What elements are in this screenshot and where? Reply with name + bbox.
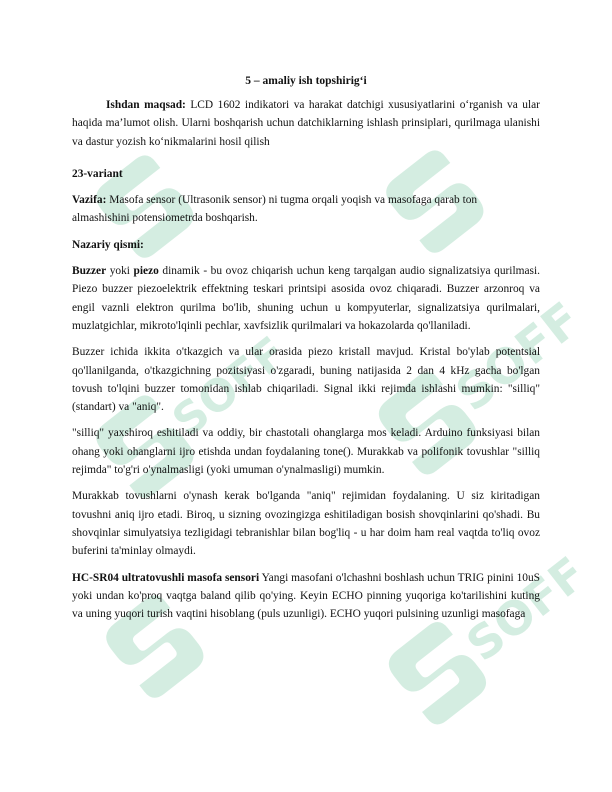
document-page xyxy=(72,72,540,623)
crystal-paragraph: Buzzer ichida ikkita o'tkazgich va ular orasida piezo kristall mavjud. Kristal bo'ylab potentsial qo'llanilganda, o'tkazgichning pozitsiyasi o'zgaradi, buning natijasida 2 dan 4 kHz gacha bo'lgan tovush to'lqini buzzer tomonidan ishlab chiqariladi. Signal ikki rejimda ishlashi mumkin: "silliq" (standart) va "aniq". xyxy=(72,346,540,414)
task-label: Vazifa: xyxy=(72,194,107,207)
svg-text:SOFF: SOFF xyxy=(456,546,597,672)
goal-text: LCD 1602 indikatori va harakat datchigi xususiyatlarini o‘rganish va ular haqida ma’lumot olish. Ularni boshqarish uchun datchiklarning ishlash prinsiplari, qurilmaga ulanishi va dastur yozish ko‘nikmalarini hosil qilish xyxy=(72,99,540,148)
smooth-mode-paragraph: "silliq" yaxshiroq eshitiladi va oddiy, bir chastotali ohanglarga mos keladi. Arduino funksiyasi bilan ohang yoki ohanglarni ijro etishda undan foydalaning tone(). Murakkab va polifonik tovushlar "silliq rejimda" to'g'ri o'ynalmasligi (yoki umuman o'ynalmasligi) mumkin. xyxy=(72,427,540,477)
theory-heading: Nazariy qismi: xyxy=(72,238,144,251)
svg-text:SOFF: SOFF xyxy=(163,327,297,448)
goal-label: Ishdan maqsad: xyxy=(106,99,186,111)
page-title: 5 – amaliy ish topshirig‘i xyxy=(245,75,367,87)
exact-mode-paragraph: Murakkab tovushlarni o'ynash kerak bo'lganda "aniq" rejimidan foydalaning. U siz kiritadigan tovushni aniq ijro etadi. Biroq, u sizning ovozingizga eshitiladigan bosish shovqinlarini qo'shadi. Bu shovqinlar simulyatsiya tezligidagi tebranishlar bilan bog'liq - u har doim ham real vaqtda to'liq ovoz buferini ta'minlay olmaydi. xyxy=(72,490,540,558)
variant-heading: 23-variant xyxy=(72,167,123,180)
sensor-paragraph: HC-SR04 ultratovushli masofa sensori Yangi masofani o'lchashni boshlash uchun TRIG pinini 10uS yoki undan ko'proq vaqtga baland qilib qo'ying. Keyin ECHO pinning yuqoriga ko'tarilishini kuting va uning yuqori turish vaqtini hisoblang (puls uzunligi). ECHO yuqori pulsining uzunligi masofaga xyxy=(72,571,540,621)
buzzer-paragraph: Buzzer yoki piezo dinamik - bu ovoz chiqarish uchun keng tarqalgan audio signalizatsiya qurilmasi. Piezo buzzer piezoelektrik effektning teskari printsipi asosida ovoz chiqaradi. Buzzer arzonroq va engil vaznli elektron qurilma bo'lib, shuning uchun u kompyuterlar, signalizatsiya qurilmalari, muzlatgichlar, mikroto'lqinli pechlar, xavfsizlik qurilmalari va hokazolarda qo'llaniladi. xyxy=(72,265,540,332)
task-paragraph xyxy=(72,191,540,228)
svg-text:SOFF: SOFF xyxy=(445,291,592,423)
task-text: Masofa sensor (Ultrasonik sensor) ni tugma orqali yoqish va masofaga qarab ton almashishini potensiometrda boshqarish. xyxy=(72,194,478,225)
goal-paragraph xyxy=(72,96,540,151)
